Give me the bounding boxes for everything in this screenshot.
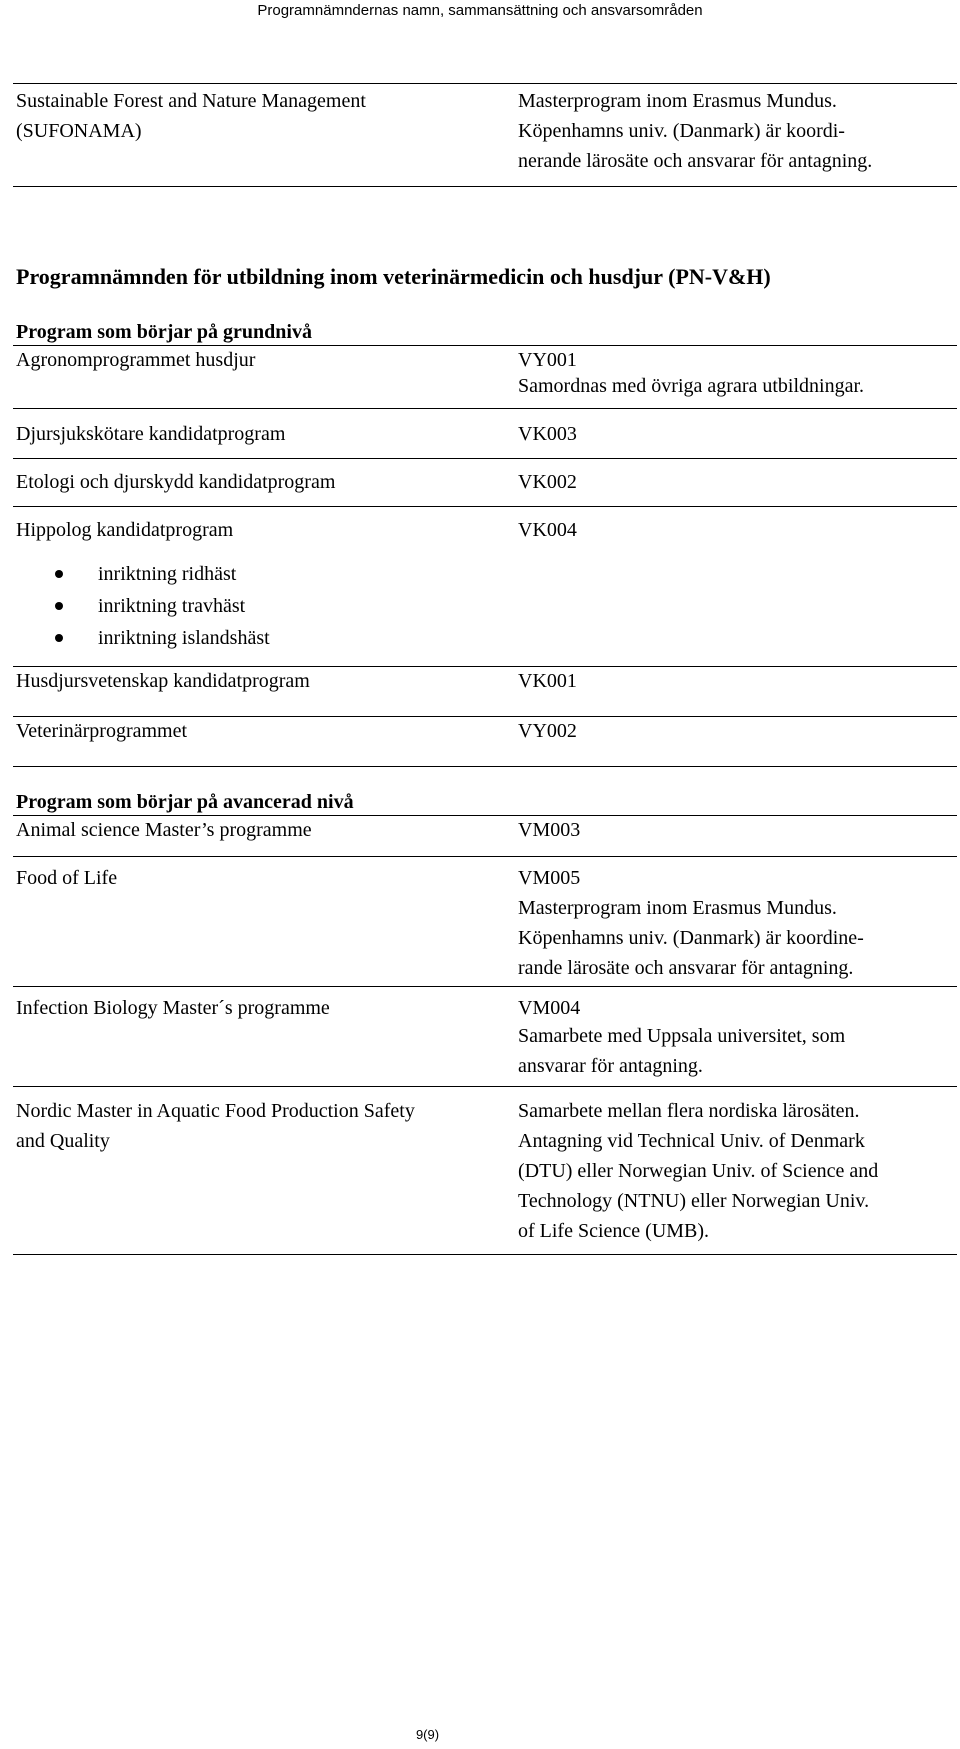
specialisation-label: inriktning travhäst [98,595,246,617]
program-name: Husdjursvetenskap kandidatprogram [16,670,310,692]
program-note: Samarbete med Uppsala universitet, som ansvarar för antagning. [518,1025,846,1077]
bullet-icon [55,602,63,610]
list-item [55,622,270,654]
program-code: VK002 [518,471,577,493]
specialisation-label: inriktning ridhäst [98,563,237,585]
program-note: Masterprogram inom Erasmus Mundus. Köpenhamns univ. (Danmark) är koordine- rande lärosäte och ansvarar för antagning. [518,897,864,979]
program-name: Hippolog kandidatprogram [16,519,234,541]
table-rule [13,408,957,409]
table-rule [13,856,957,857]
page-header: Programnämndernas namn, sammansättning och ansvarsområden [257,2,703,19]
program-name: Veterinärprogrammet [16,720,188,742]
specialisation-list [55,558,270,654]
program-name: Djursjukskötare kandidatprogram [16,423,286,445]
board-title: Programnämnden för utbildning inom veterinärmedicin och husdjur (PN-V&H) [16,264,771,289]
page-number: 9(9) [415,1727,440,1742]
bullet-icon [55,634,63,642]
program-code: VY002 [518,720,577,742]
program-code: VM004 [518,997,581,1019]
program-code: VK001 [518,670,577,692]
bullet-icon [55,570,63,578]
program-name: Etologi och djurskydd kandidatprogram [16,471,336,493]
table-rule [13,506,957,507]
program-code: VM005 [518,867,581,889]
program-name: Food of Life [16,867,118,889]
program-name: Infection Biology Master´s programme [16,997,330,1019]
section-heading-basic: Program som börjar på grundnivå [16,321,312,343]
program-name: Sustainable Forest and Nature Management (SUFONAMA) [16,90,366,142]
table-rule [13,986,957,987]
program-name: Nordic Master in Aquatic Food Production Safety and Quality [16,1100,415,1152]
program-code: VK003 [518,423,577,445]
program-code: VK004 [518,519,577,541]
table-rule [13,186,957,187]
list-item [55,590,270,622]
table-rule [13,766,957,767]
table-rule [13,83,957,84]
table-rule [13,1086,957,1087]
section-heading-advanced: Program som börjar på avancerad nivå [16,791,354,813]
table-rule [13,1254,957,1255]
program-name: Agronomprogrammet husdjur [16,349,256,371]
program-code: VM003 [518,819,581,841]
program-note: Samordnas med övriga agrara utbildningar. [518,375,865,397]
program-name: Animal science Master’s programme [16,819,312,841]
program-note: Masterprogram inom Erasmus Mundus. Köpenhamns univ. (Danmark) är koordi- nerande lärosäte och ansvarar för antagning. [518,90,873,172]
table-rule [13,458,957,459]
specialisation-label: inriktning islandshäst [98,627,270,649]
list-item [55,558,270,590]
program-note: Samarbete mellan flera nordiska lärosäten. Antagning vid Technical Univ. of Denmark (DTU) eller Norwegian Univ. of Science and Technology (NTNU) eller Norwegian Univ. of Life Science (UMB). [518,1100,879,1242]
program-code: VY001 [518,349,577,371]
